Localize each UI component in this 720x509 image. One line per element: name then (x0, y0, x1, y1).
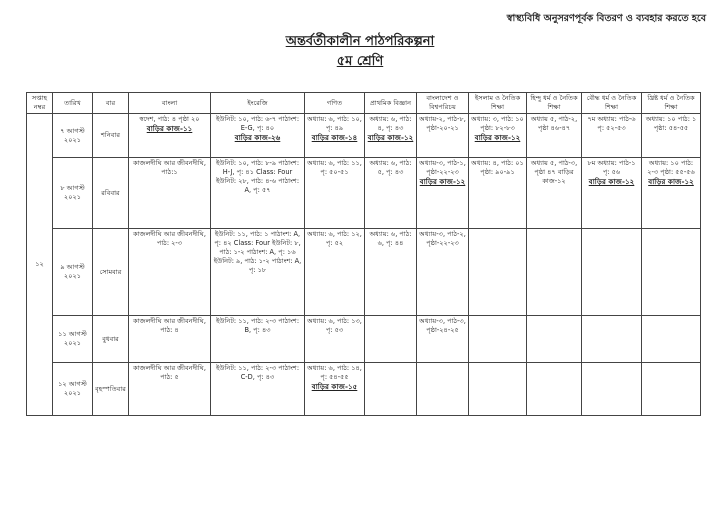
date-text: ৮ আগস্ট ২০২১ (60, 184, 85, 201)
header-cell: সপ্তাহ নম্বর (27, 93, 53, 114)
hindu-cell (527, 158, 582, 229)
table-row (27, 316, 701, 363)
bgs-cell (417, 229, 469, 316)
week-number: ১২ (35, 260, 44, 268)
math-cell (305, 316, 365, 363)
bgs-lesson: অধ্যায়-৩, পাঠ-২, পৃষ্ঠা-২২-২৩ (419, 230, 466, 247)
math-cell (305, 229, 365, 316)
date-cell (53, 316, 93, 363)
science-homework: বাড়ির কাজ-১২ (367, 133, 414, 142)
day-cell (93, 363, 129, 416)
math-lesson: অধ্যায়: ৬, পাঠ: ১৪, পৃ: ৫৪-৫৫ (307, 364, 362, 381)
bangla-lesson: কাজলদীঘি আর জীবনদীঘি, পাঠ: ৫ (133, 364, 206, 381)
buddha-homework: বাড়ির কাজ-১২ (588, 177, 635, 186)
english-homework: বাড়ির কাজ-২৬ (234, 133, 281, 142)
christian-cell (642, 114, 701, 158)
science-lesson: অধ্যায়: ৬, পাঠ: ৫, পৃ: ৪৩ (369, 159, 412, 176)
buddha-cell (582, 158, 642, 229)
english-cell (211, 114, 305, 158)
bgs-homework: বাড়ির কাজ-১২ (419, 177, 466, 186)
hindu-cell (527, 363, 582, 416)
bgs-lesson: অধ্যায়-৩, পাঠ-৩, পৃষ্ঠা-২৪-২৫ (419, 317, 466, 334)
date-cell (53, 158, 93, 229)
bangla-cell (129, 114, 211, 158)
page-title: অন্তর্বর্তীকালীন পাঠপরিকল্পনা (285, 34, 435, 49)
math-cell (305, 114, 365, 158)
bangla-lesson: কাজলদীঘি আর জীবনদীঘি, পাঠ:১ (133, 159, 206, 176)
table-row (27, 229, 701, 316)
math-lesson: অধ্যায়: ৬, পাঠ: ১১, পৃ: ৫০-৫১ (307, 159, 362, 176)
class-subtitle: ৫ম শ্রেণি (336, 54, 384, 69)
bangla-lesson: কাজলদীঘি আর জীবনদীঘি, পাঠ: ২-৩ (133, 230, 206, 247)
table-row (27, 363, 701, 416)
bgs-cell (417, 316, 469, 363)
day-cell (93, 229, 129, 316)
header-cell: বৌদ্ধ ধর্ম ও নৈতিক শিক্ষা (582, 93, 642, 114)
date-cell (53, 363, 93, 416)
date-cell (53, 114, 93, 158)
christian-homework: বাড়ির কাজ-১২ (648, 177, 694, 186)
english-cell (211, 158, 305, 229)
islam-lesson: অধ্যায়: ৩, পাঠ: ১০ পৃষ্ঠা: ৮২-৮৩ (471, 115, 524, 132)
bangla-lesson: কাজলদীঘি আর জীবনদীঘি, পাঠ: ৪ (133, 317, 206, 334)
science-lesson: অধ্যায়: ৬, পাঠ: ৪, পৃ: ৪৩ (369, 115, 412, 132)
christian-cell (642, 363, 701, 416)
science-cell (365, 229, 417, 316)
header-cell: বাংলাদেশ ও বিশ্বপরিচয় (417, 93, 469, 114)
buddha-cell (582, 229, 642, 316)
date-text: ১২ আগস্ট ২০২১ (58, 380, 87, 397)
buddha-lesson: ৭ম অধ্যায়: পাঠ-৬ পৃ: ৫২-৫৩ (587, 115, 636, 132)
bgs-cell (417, 158, 469, 229)
bgs-lesson: অধ্যায়-৩, পাঠ-১, পৃষ্ঠা-২২-২৩ (419, 159, 466, 176)
day-text: শনিবার (101, 131, 120, 139)
hindu-lesson: অধ্যায় ৫, পাঠ-২, পৃষ্ঠা ৪৬-৪৭ (530, 115, 578, 132)
science-cell (365, 158, 417, 229)
day-text: রবিবার (101, 188, 120, 197)
table-row (27, 114, 701, 158)
header-cell: গণিত (305, 93, 365, 114)
islam-homework: বাড়ির কাজ-১২ (474, 133, 521, 142)
islam-cell (469, 158, 527, 229)
buddha-cell (582, 316, 642, 363)
english-lesson: ইউনিট: ১১, পাঠ: ১ পাঠাংশ: A, পৃ: ৪২ Class: Four ইউনিট: ৮, পাঠ: ১-২ পাঠাংশ: A, পৃ: ১৬ ইউনিট: ৯, পাঠ: ১-২ পাঠাংশ: A, পৃ: ১৮ (213, 230, 302, 274)
day-text: সোমবার (99, 267, 122, 276)
lesson-plan-table (26, 92, 701, 416)
christian-cell (642, 158, 701, 229)
science-cell (365, 363, 417, 416)
islam-cell (469, 316, 527, 363)
buddha-lesson: ৮ম অধ্যায়: পাঠ-১ পৃ: ৫৬ (587, 159, 636, 176)
header-cell: বার (93, 93, 129, 114)
english-cell (211, 316, 305, 363)
date-text: ১১ আগস্ট ২০২১ (58, 330, 87, 347)
header-row (27, 93, 701, 114)
christian-lesson: অধ্যায়: ১০ পাঠ: ১ পৃষ্ঠা: ৫৪-৫৫ (645, 115, 697, 132)
science-cell (365, 114, 417, 158)
math-homework: বাড়ির কাজ-১৪ (311, 133, 358, 142)
buddha-cell (582, 363, 642, 416)
date-text: ৭ আগস্ট ২০২১ (60, 126, 85, 144)
math-cell (305, 158, 365, 229)
table-row (27, 158, 701, 229)
header-cell: ইংরেজি (211, 93, 305, 114)
bangla-cell (129, 363, 211, 416)
date-cell (53, 229, 93, 316)
header-cell: প্রাথমিক বিজ্ঞান (365, 93, 417, 114)
hindu-cell (527, 229, 582, 316)
header-cell: ইসলাম ও নৈতিক শিক্ষা (469, 93, 527, 114)
bangla-cell (129, 316, 211, 363)
bangla-homework: বাড়ির কাজ-১১ (146, 124, 193, 133)
bangla-cell (129, 229, 211, 316)
bgs-lesson: অধ্যায়-২, পাঠ-৮, পৃষ্ঠা-২০-২১ (419, 115, 466, 132)
math-cell (305, 363, 365, 416)
bangla-lesson: স্বদেশ, পাঠ: ৪ পৃষ্ঠা ২০ (139, 115, 200, 123)
math-lesson: অধ্যায়: ৬, পাঠ: ১২, পৃ: ৫২ (307, 230, 362, 247)
buddha-cell (582, 114, 642, 158)
science-lesson: অধ্যায়: ৬, পাঠ: ৬, পৃ: ৪৪ (369, 230, 412, 247)
math-lesson: অধ্যায়: ৬, পাঠ: ১০, পৃ: ৪৯ (307, 115, 362, 132)
english-lesson: ইউনিট: ১১, পাঠ: ২-৩ পাঠাংশ: C-D, পৃ: ৪৩ (215, 364, 300, 381)
english-lesson: ইউনিট: ১০, পাঠ: ৬-৭ পাঠাংশ: E-G, পৃ: ৪০ (215, 115, 300, 132)
day-text: বুধবার (102, 334, 119, 343)
english-cell (211, 363, 305, 416)
week-number-cell (27, 114, 53, 416)
christian-lesson: অধ্যায়: ১০ পাঠ: ২-৩ পৃষ্ঠা: ৫৫-৫৬ (647, 159, 695, 176)
hindu-lesson: অধ্যায় ৫, পাঠ-৩, পৃষ্ঠা ৪৭ বাড়ির কাজ-১২ (530, 159, 578, 185)
day-cell (93, 114, 129, 158)
bangla-cell (129, 158, 211, 229)
math-homework: বাড়ির কাজ-১৫ (311, 382, 358, 391)
header-cell: হিন্দু ধর্ম ও নৈতিক শিক্ষা (527, 93, 582, 114)
header-cell: বাংলা (129, 93, 211, 114)
distribution-notice: স্বাস্থ্যবিধি অনুসরণপূর্বক বিতরণ ও ব্যবহার করতে হবে (506, 13, 706, 24)
islam-cell (469, 363, 527, 416)
science-cell (365, 316, 417, 363)
english-lesson: ইউনিট: ১১, পাঠ: ২-৩ পাঠাংশ: B, পৃ: ৪৩ (215, 317, 300, 334)
islam-cell (469, 229, 527, 316)
header-cell: খ্রিষ্ট ধর্ম ও নৈতিক শিক্ষা (642, 93, 701, 114)
english-cell (211, 229, 305, 316)
english-lesson: ইউনিট: ১০, পাঠ: ৮-৯ পাঠাংশ: H-J, পৃ: ৪১ Class: Four ইউনিট: ২৮, পাঠ: ৪-৬ পাঠাংশ: A, পৃ: ৫৭ (215, 159, 300, 194)
header-cell: তারিখ (53, 93, 93, 114)
date-text: ৯ আগস্ট ২০২১ (60, 263, 85, 280)
hindu-cell (527, 316, 582, 363)
christian-cell (642, 229, 701, 316)
islam-lesson: অধ্যায়: ৪, পাঠ: ০১ পৃষ্ঠা: ৯০-৯১ (471, 159, 524, 176)
bgs-cell (417, 114, 469, 158)
day-text: বৃহস্পতিবার (95, 384, 126, 393)
day-cell (93, 316, 129, 363)
math-lesson: অধ্যায়: ৬, পাঠ: ১৩, পৃ: ৫৩ (307, 317, 362, 334)
hindu-cell (527, 114, 582, 158)
islam-cell (469, 114, 527, 158)
bgs-cell (417, 363, 469, 416)
christian-cell (642, 316, 701, 363)
day-cell (93, 158, 129, 229)
